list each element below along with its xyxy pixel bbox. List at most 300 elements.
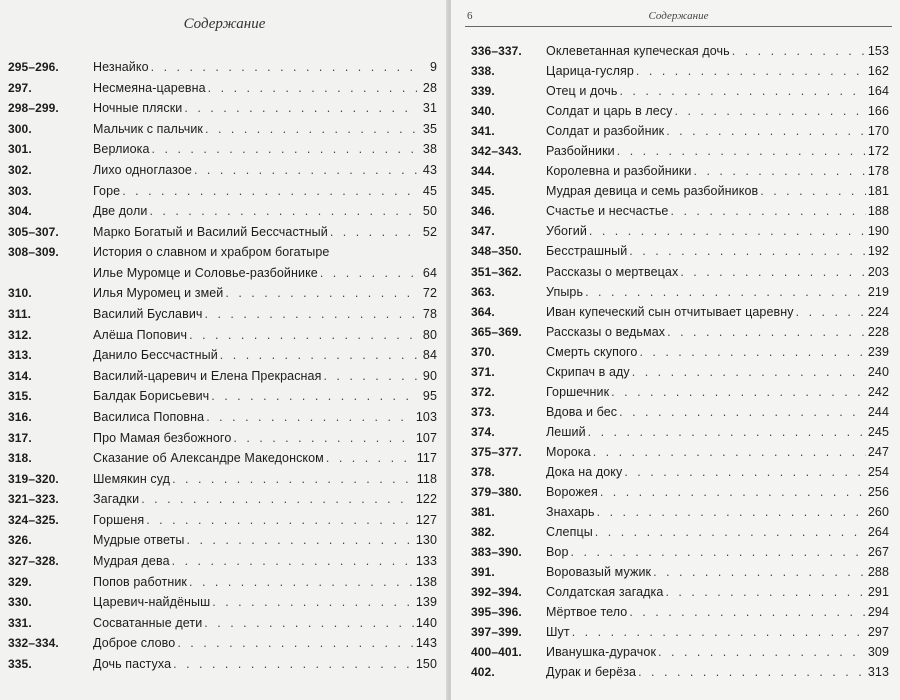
toc-entry [8,614,437,635]
dot-leader [600,485,866,499]
toc-entry [8,305,437,326]
dot-leader [732,44,866,58]
dot-leader [225,286,417,300]
dot-leader [330,225,417,239]
dot-leader [617,144,866,158]
toc-entry [471,463,889,483]
entry-title: Илья Муромец и змей [93,286,224,301]
entry-number: 371. [471,364,495,379]
toc-entry [8,120,437,141]
entry-number: 382. [471,525,495,540]
toc-entry [471,483,889,503]
entry-title-block [93,142,437,163]
entry-page-number: 288 [867,565,889,580]
entry-title-block [93,369,437,390]
toc-entry [8,140,437,161]
entry-title: Царевич-найдёныш [93,595,211,610]
dot-leader [624,465,865,479]
entry-page-number: 294 [867,605,889,620]
dot-leader [636,64,866,78]
dot-leader [638,665,866,679]
entry-number: 315. [8,389,32,404]
entry-title: Сказание об Александре Македонском [93,451,324,466]
toc-entry [471,583,889,603]
entry-page-number: 267 [867,545,889,560]
entry-number: 297. [8,80,32,95]
toc-entry [8,284,437,305]
page-heading: Содержание [183,16,266,32]
entry-title: Вдова и бес [546,404,618,419]
entry-number: 313. [8,348,32,363]
entry-title: Загадки [93,492,140,507]
entry-number: 373. [471,404,495,419]
entry-number: 341. [471,124,495,139]
toc-list-right [471,42,889,684]
entry-page-number: 188 [867,204,889,219]
toc-entry [8,243,437,284]
toc-entry [471,663,889,683]
entry-page-number: 313 [867,665,889,680]
entry-page-number: 139 [415,595,437,610]
dot-leader [326,451,415,465]
dot-leader [653,565,866,579]
dot-leader [658,645,866,659]
entry-number: 319–320. [8,471,59,486]
running-head-title: Содержание [648,10,709,22]
entry-title-block [93,533,437,554]
toc-entry [471,563,889,583]
toc-entry [471,503,889,523]
entry-title-block [93,328,437,349]
entry-number: 310. [8,286,32,301]
toc-entry [471,383,889,403]
entry-title-block [93,472,437,493]
entry-title: Данило Бессчастный [93,348,218,363]
entry-page-number: 127 [415,512,437,527]
toc-entry [471,82,889,102]
entry-title: Илье Муромце и Соловье-разбойнике [93,265,318,280]
entry-page-number: 78 [422,306,437,321]
dot-leader [589,224,866,238]
toc-entry [471,303,889,323]
toc-entry [8,202,437,223]
dot-leader [189,328,417,342]
toc-entry [471,102,889,122]
toc-entry [8,408,437,429]
entry-title-block [93,101,437,122]
entry-number: 372. [471,384,495,399]
toc-entry [471,643,889,663]
entry-number: 391. [471,565,495,580]
toc-entry [471,543,889,563]
toc-entry [8,511,437,532]
entry-title: Воровазый мужик [546,565,652,580]
entry-title: Несмеяна-царевна [93,80,206,95]
entry-number: 397–399. [471,625,522,640]
entry-title: Королевна и разбойники [546,164,692,179]
entry-page-number: 264 [867,525,889,540]
entry-page-number: 50 [422,204,437,219]
entry-page-number: 256 [867,485,889,500]
entry-page-number: 219 [867,284,889,299]
dot-leader [760,184,866,198]
toc-entry [8,490,437,511]
entry-number: 379–380. [471,485,522,500]
entry-page-number: 122 [415,492,437,507]
entry-number: 374. [471,424,495,439]
toc-entry [8,531,437,552]
entry-title-block [93,81,437,102]
entry-page-number: 84 [422,348,437,363]
entry-page-number: 117 [416,451,437,466]
toc-entry [471,323,889,343]
entry-title: Леший [546,424,586,439]
entry-title: Алёша Попович [93,327,188,342]
entry-number: 348–350. [471,244,522,259]
entry-title: Смерть скупого [546,344,638,359]
entry-page-number: 140 [415,615,437,630]
entry-page-number: 72 [422,286,437,301]
toc-entry [471,42,889,62]
entry-page-number: 178 [867,164,889,179]
entry-number: 316. [8,409,32,424]
entry-number: 364. [471,304,495,319]
entry-title: Василиса Поповна [93,409,205,424]
entry-title: Мёртвое тело [546,605,628,620]
entry-page-number: 260 [867,505,889,520]
entry-title: Мудрые ответы [93,533,185,548]
entry-number: 363. [471,284,495,299]
toc-entry [8,552,437,573]
toc-entry [8,58,437,79]
entry-title: Скрипач в аду [546,364,630,379]
entry-title: Упырь [546,284,584,299]
dot-leader [572,625,866,639]
entry-title: Дочь пастуха [93,657,172,672]
dot-leader [593,445,866,459]
entry-page-number: 170 [867,124,889,139]
entry-page-number: 45 [422,183,437,198]
left-page [0,0,449,700]
entry-title: Рассказы о ведьмах [546,324,666,339]
dot-leader [122,184,417,198]
entry-page-number: 95 [422,389,437,404]
toc-entry [8,182,437,203]
entry-number: 301. [8,142,32,157]
entry-page-number: 247 [867,444,889,459]
entry-title-block [93,60,437,81]
entry-number: 326. [8,533,32,548]
entry-number: 311. [8,306,32,321]
toc-entry [471,222,889,242]
entry-page-number: 9 [429,60,437,74]
entry-title-block [93,492,437,513]
toc-entry [471,343,889,363]
entry-title: Мудрая девица и семь разбойников [546,184,759,199]
entry-page-number: 153 [867,44,889,58]
dot-leader [595,525,866,539]
dot-leader [323,369,417,383]
dot-leader [694,164,866,178]
entry-title: Мудрая дева [93,554,170,569]
entry-page-number: 80 [422,327,437,342]
dot-leader [619,405,866,419]
entry-number: 378. [471,464,495,479]
entry-title-block [93,616,437,637]
entry-page-number: 190 [867,224,889,239]
dot-leader [205,122,417,136]
dot-leader [629,244,866,258]
entry-title: Убогий [546,224,587,239]
page-number: 6 [467,10,473,22]
dot-leader [152,142,417,156]
entry-number: 395–396. [471,605,522,620]
entry-title-block [93,513,437,534]
entry-title-block [546,665,889,686]
entry-number: 302. [8,162,32,177]
toc-entry [8,634,437,655]
dot-leader [177,636,414,650]
entry-title: Василий Буславич [93,306,203,321]
entry-title: Слепцы [546,525,593,540]
entry-title: Горе [93,183,121,198]
toc-entry [8,367,437,388]
entry-page-number: 242 [867,384,889,399]
dot-leader [189,575,414,589]
entry-number: 308–309. [8,245,59,260]
dot-leader [796,305,866,319]
toc-entry [471,523,889,543]
entry-title-block [93,657,437,678]
entry-page-number: 31 [422,101,437,116]
entry-page-number: 90 [422,368,437,383]
dot-leader [671,204,866,218]
entry-title-block [93,122,437,143]
entry-title: Морока [546,444,591,459]
dot-leader [675,104,866,118]
toc-entry [471,142,889,162]
entry-title-block [93,451,437,472]
entry-title: Солдат и разбойник [546,124,665,139]
entry-page-number: 192 [867,244,889,259]
entry-number: 383–390. [471,545,522,560]
entry-title-block [93,225,437,246]
entry-number: 375–377. [471,444,522,459]
dot-leader [220,348,417,362]
toc-entry [471,283,889,303]
entry-page-number: 181 [867,184,889,199]
entry-number: 327–328. [8,554,59,569]
entry-title: Две доли [93,204,148,219]
toc-entry [8,387,437,408]
entry-title: История о славном и храбром богатыре [93,245,330,260]
toc-entry [8,326,437,347]
entry-title: Отец и дочь [546,84,618,99]
entry-title-block [93,184,437,205]
entry-page-number: 309 [867,645,889,660]
toc-entry [8,449,437,470]
entry-page-number: 291 [867,585,889,600]
entry-page-number: 244 [867,404,889,419]
entry-page-number: 38 [422,142,437,157]
toc-entry [471,182,889,202]
entry-title: Лихо одноглазое [93,162,192,177]
dot-leader [151,60,417,74]
dot-leader [619,84,865,98]
toc-entry [8,429,437,450]
entry-number: 347. [471,224,495,239]
entry-number: 298–299. [8,101,59,116]
entry-title: Счастье и несчастье [546,204,669,219]
toc-entry [471,122,889,142]
toc-entry [471,162,889,182]
dot-leader [172,472,415,486]
entry-page-number: 203 [867,264,889,279]
entry-number: 346. [471,204,495,219]
entry-number: 365–369. [471,324,522,339]
entry-number: 303. [8,183,32,198]
entry-number: 321–323. [8,492,59,507]
entry-title-block [93,307,437,328]
toc-entry [471,443,889,463]
dot-leader [667,325,866,339]
entry-title: Солдат и царь в лесу [546,104,673,119]
entry-number: 402. [471,665,495,680]
toc-entry [8,223,437,244]
entry-page-number: 166 [867,104,889,119]
entry-title: Бесстрашный [546,244,628,259]
entry-number: 314. [8,368,32,383]
dot-leader [571,545,866,559]
dot-leader [205,307,417,321]
entry-page-number: 143 [415,636,437,651]
dot-leader [146,513,414,527]
entry-title-block [93,163,437,184]
entry-page-number: 43 [422,162,437,177]
dot-leader [211,389,417,403]
entry-number: 351–362. [471,264,522,279]
entry-page-number: 52 [422,224,437,239]
entry-title: Рассказы о мертвецах [546,264,679,279]
entry-page-number: 138 [415,574,437,589]
entry-title-block [93,431,437,452]
dot-leader [204,616,414,630]
dot-leader [629,605,865,619]
entry-number: 304. [8,204,32,219]
entry-number: 317. [8,430,32,445]
entry-page-number: 35 [422,121,437,136]
entry-title: Шемякин суд [93,471,171,486]
entry-title-block [93,245,437,286]
dot-leader [172,554,414,568]
entry-title: Про Мамая безбожного [93,430,232,445]
entry-title: Оклеветанная купеческая дочь [546,44,730,58]
entry-title-block [93,389,437,410]
entry-page-number: 150 [415,657,437,672]
entry-page-number: 107 [415,430,437,445]
dot-leader [187,533,414,547]
entry-title-block [93,410,437,431]
entry-title-block [93,286,437,307]
entry-page-number: 118 [416,471,437,486]
dot-leader [141,492,414,506]
entry-page-number: 162 [867,64,889,79]
dot-leader [208,81,417,95]
toc-entry [471,363,889,383]
entry-title: Горшечник [546,384,610,399]
entry-title: Горшеня [93,512,145,527]
entry-page-number: 239 [867,344,889,359]
entry-number: 324–325. [8,512,59,527]
entry-title: Незнайко [93,60,149,74]
entry-title: Сосватанные дети [93,615,203,630]
dot-leader [585,285,866,299]
dot-leader [639,345,865,359]
entry-number: 329. [8,574,32,589]
entry-number: 335. [8,657,32,672]
entry-number: 345. [471,184,495,199]
toc-entry [471,423,889,443]
dot-leader [184,101,417,115]
entry-title-block [93,636,437,657]
toc-entry [8,655,437,676]
toc-entry [8,99,437,120]
entry-title: Шут [546,625,570,640]
entry-title-block [93,595,437,616]
entry-number: 392–394. [471,585,522,600]
entry-title: Верлиока [93,142,150,157]
entry-number: 370. [471,344,495,359]
entry-number: 342–343. [471,144,522,159]
entry-number: 330. [8,595,32,610]
dot-leader [588,425,866,439]
entry-page-number: 28 [422,80,437,95]
running-header [465,8,892,27]
entry-title: Доброе слово [93,636,176,651]
dot-leader [665,585,865,599]
entry-title: Царица-гусляр [546,64,634,79]
entry-number: 381. [471,505,495,520]
dot-leader [597,505,866,519]
entry-title: Ночные пляски [93,101,183,116]
entry-page-number: 224 [867,304,889,319]
entry-title: Дока на доку [546,464,623,479]
entry-number: 312. [8,327,32,342]
entry-number: 344. [471,164,495,179]
entry-page-number: 245 [867,424,889,439]
entry-number: 336–337. [471,44,522,58]
entry-page-number: 130 [415,533,437,548]
entry-title: Иванушка-дурачок [546,645,657,660]
toc-entry [8,346,437,367]
toc-entry [8,79,437,100]
dot-leader [173,657,414,671]
entry-page-number: 164 [867,84,889,99]
entry-title: Василий-царевич и Елена Прекрасная [93,368,322,383]
entry-page-number: 103 [415,409,437,424]
entry-number: 318. [8,451,32,466]
toc-entry [8,593,437,614]
entry-number: 338. [471,64,495,79]
toc-entry [471,263,889,283]
entry-page-number: 172 [867,144,889,159]
toc-entry [471,603,889,623]
entry-title-block [93,554,437,575]
toc-entry [471,403,889,423]
entry-page-number: 228 [867,324,889,339]
entry-number: 305–307. [8,224,59,239]
dot-leader [206,410,414,424]
